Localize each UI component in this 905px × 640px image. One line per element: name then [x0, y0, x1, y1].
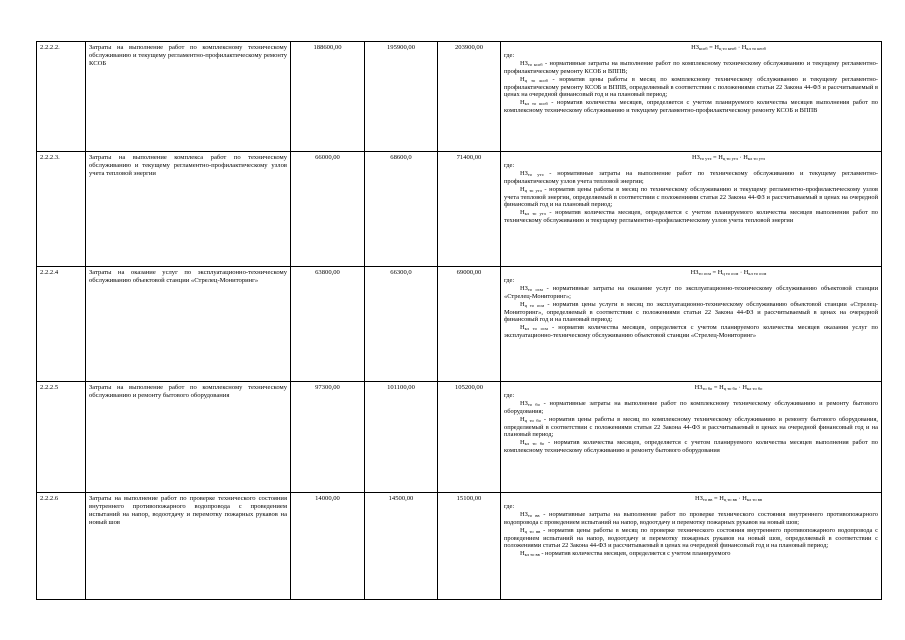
item-name: Затраты на выполнение комплекса работ по техническому обслуживанию и текущему регламентно-профилактическому узлов учета тепловой энергии: [86, 152, 291, 267]
item-name: Затраты на выполнение работ по проверке технического состояния внутреннего противопожарного водопровода с проведением испытаний на напор, водоотдачу и перемотку пожарных рукавов на новый шов: [86, 493, 291, 600]
cost-norms-table: [36, 41, 882, 600]
where-label: где:: [504, 502, 515, 510]
value-year-2: 68600,0: [365, 152, 438, 267]
definition: $Н_{кл то вв}$ - норматив количества месяцев, определяется с учетом планируемого: [520, 550, 731, 558]
item-name: Затраты на оказание услуг по эксплуатационно-техническому обслуживанию объектовой станции «Стрелец-Мониторинг»: [86, 267, 291, 382]
formula: $НЗ_{ксоб} = Н_{ц то кеоб} \cdot Н_{кл то кеоб}$: [691, 44, 766, 51]
definition: $НЗ_{то бо}$ - нормативные затраты на выполнение работ по комплексному техническому обслуживанию и ремонту бытового оборудования;: [504, 399, 878, 415]
formula: $НЗ_{то утэ} = Н_{ц то утэ} \cdot Н_{кл то утэ}$: [692, 154, 765, 161]
where-label: где:: [504, 391, 515, 399]
value-year-3: 71400,00: [438, 152, 501, 267]
definition: $Н_{ц то вв}$ - норматив цены работы в месяц по проверке технического состояния внутреннего противопожарного водопровода с проведением испытаний на напор, водоотдачу и перемотку пожарных рукавов на новый шов, определяемый в соответствии с положениями статьи 22 Закона 44-ФЗ и рассчитываемый в ценах на очередной финансовый год и на плановый период;: [504, 526, 878, 550]
table-row: [37, 42, 882, 152]
definition: $НЗ_{то вв}$ - нормативные затраты на выполнение работ по проверке технического состояния внутреннего противопожарного водопровода с проведением испытаний на напор, водоотдачу и перемотку пожарных рукавов на новый шов;: [504, 510, 878, 526]
definition: $Н_{кл то ксоб}$ - норматив количества месяцев, определяется с учетом планируемого количества месяцев выполнения работ по комплексному техническому обслуживанию и текущему регламентно-профилактическому ремонту КСОБ и ВППВ: [504, 99, 878, 115]
where-label: где:: [504, 51, 515, 59]
value-year-1: 14000,00: [291, 493, 365, 600]
item-number: 2.2.2.3.: [37, 152, 86, 267]
definition: $Н_{кл то осм}$ - норматив количества месяцев, определяется с учетом планируемого количества месяцев оказания услуг по эксплуатационно-техническому обслуживанию объектовой станции «Стрелец-Мониторинг»: [504, 324, 878, 340]
value-year-1: 97300,00: [291, 382, 365, 493]
value-year-3: 69000,00: [438, 267, 501, 382]
item-number: 2.2.2.4: [37, 267, 86, 382]
value-year-1: 66000,00: [291, 152, 365, 267]
formula: $НЗ_{то осм} = Н_{ц то осм} \cdot Н_{кл то осм}$: [690, 269, 767, 276]
formula: $НЗ_{то вв} = Н_{ц то вв} \cdot Н_{кл то вв}$: [695, 495, 762, 502]
formula-cell: [501, 152, 882, 267]
definition: $Н_{ц то бо}$ - норматив цены работы в месяц по комплексному техническому обслуживанию и ремонту бытового оборудования, определяемый в соответствии с положениями статьи 22 Закона 44-ФЗ и рассчитываемый в ценах на очередной финансовый год и на плановый период;: [504, 415, 878, 439]
definition: $Н_{кл то утэ}$ - норматив количества месяцев, определяется с учетом планируемого количества месяцев выполнения работ по техническому обслуживанию и текущему регламентно-профилактическому узлов учета тепловой энергии: [504, 209, 878, 225]
value-year-3: 105200,00: [438, 382, 501, 493]
definition: $Н_{ц то утэ}$ - норматив цены работы в месяц по техническому обслуживанию и текущему регламентно-профилактическому узлов учета тепловой энергии, определяемый в соответствии с положениями статьи 22 Закона 44-ФЗ и рассчитываемый в ценах на очередной финансовый год и на плановый период;: [504, 185, 878, 209]
item-number: 2.2.2.2.: [37, 42, 86, 152]
value-year-2: 101100,00: [365, 382, 438, 493]
value-year-2: 66300,0: [365, 267, 438, 382]
where-label: где:: [504, 276, 515, 284]
value-year-3: 15100,00: [438, 493, 501, 600]
formula-cell: [501, 382, 882, 493]
item-name: Затраты на выполнение работ по комплексному техническому обслуживанию и текущему регламентно-профилактическому ремонту КСОБ: [86, 42, 291, 152]
table-row: [37, 267, 882, 382]
value-year-1: 188600,00: [291, 42, 365, 152]
item-number: 2.2.2.6: [37, 493, 86, 600]
definition: $Н_{кл то бо}$ - норматив количества месяцев, определяется с учетом планируемого количества месяцев выполнения работ по комплексному техническому обслуживанию и ремонту бытового оборудования: [504, 439, 878, 455]
value-year-3: 203900,00: [438, 42, 501, 152]
where-label: где:: [504, 161, 515, 169]
definition: $НЗ_{то ксоб}$ - нормативные затраты на выполнение работ по комплексному техническому обслуживанию и текущему регламентно-профилактическому ремонту КСОБ и ВППВ;: [504, 59, 878, 75]
item-number: 2.2.2.5: [37, 382, 86, 493]
value-year-2: 195900,00: [365, 42, 438, 152]
table-row: [37, 493, 882, 600]
table-row: [37, 382, 882, 493]
definition: $Н_{ц то осм}$ - норматив цены услуги в месяц по эксплуатационно-техническому обслуживанию объектовой станции «Стрелец-Мониторинг», определяемый в соответствии с положениями статьи 22 Закона 44-ФЗ и рассчитываемый в ценах на очередной финансовый год и на плановый период;: [504, 300, 878, 324]
definition: $НЗ_{то утэ}$ - нормативные затраты на выполнение работ по техническому обслуживанию и текущему регламентно-профилактическому узлов учета тепловой энергии;: [504, 169, 878, 185]
formula: $НЗ_{то бо} = Н_{ц то бо} \cdot Н_{кл то бо}$: [694, 384, 763, 391]
formula-cell: [501, 267, 882, 382]
formula-cell: [501, 493, 882, 600]
definition: $НЗ_{то осм}$ - нормативные затраты на оказание услуг по эксплуатационно-техническому обслуживанию объектовой станции «Стрелец-Мониторинг»;: [504, 284, 878, 300]
value-year-2: 14500,00: [365, 493, 438, 600]
definition: $Н_{ц то ксоб}$ - норматив цены работы в месяц по комплексному техническому обслуживанию и текущему регламентно-профилактическому ремонту КСОБ и ВППВ, определяемый в соответствии с положениями статьи 22 Закона 44-ФЗ и рассчитываемый в ценах на очередной финансовый год и на плановый период;: [504, 75, 878, 99]
formula-cell: [501, 42, 882, 152]
table-row: [37, 152, 882, 267]
item-name: Затраты на выполнение работ по комплексному техническому обслуживанию и ремонту бытового оборудования: [86, 382, 291, 493]
value-year-1: 63800,00: [291, 267, 365, 382]
